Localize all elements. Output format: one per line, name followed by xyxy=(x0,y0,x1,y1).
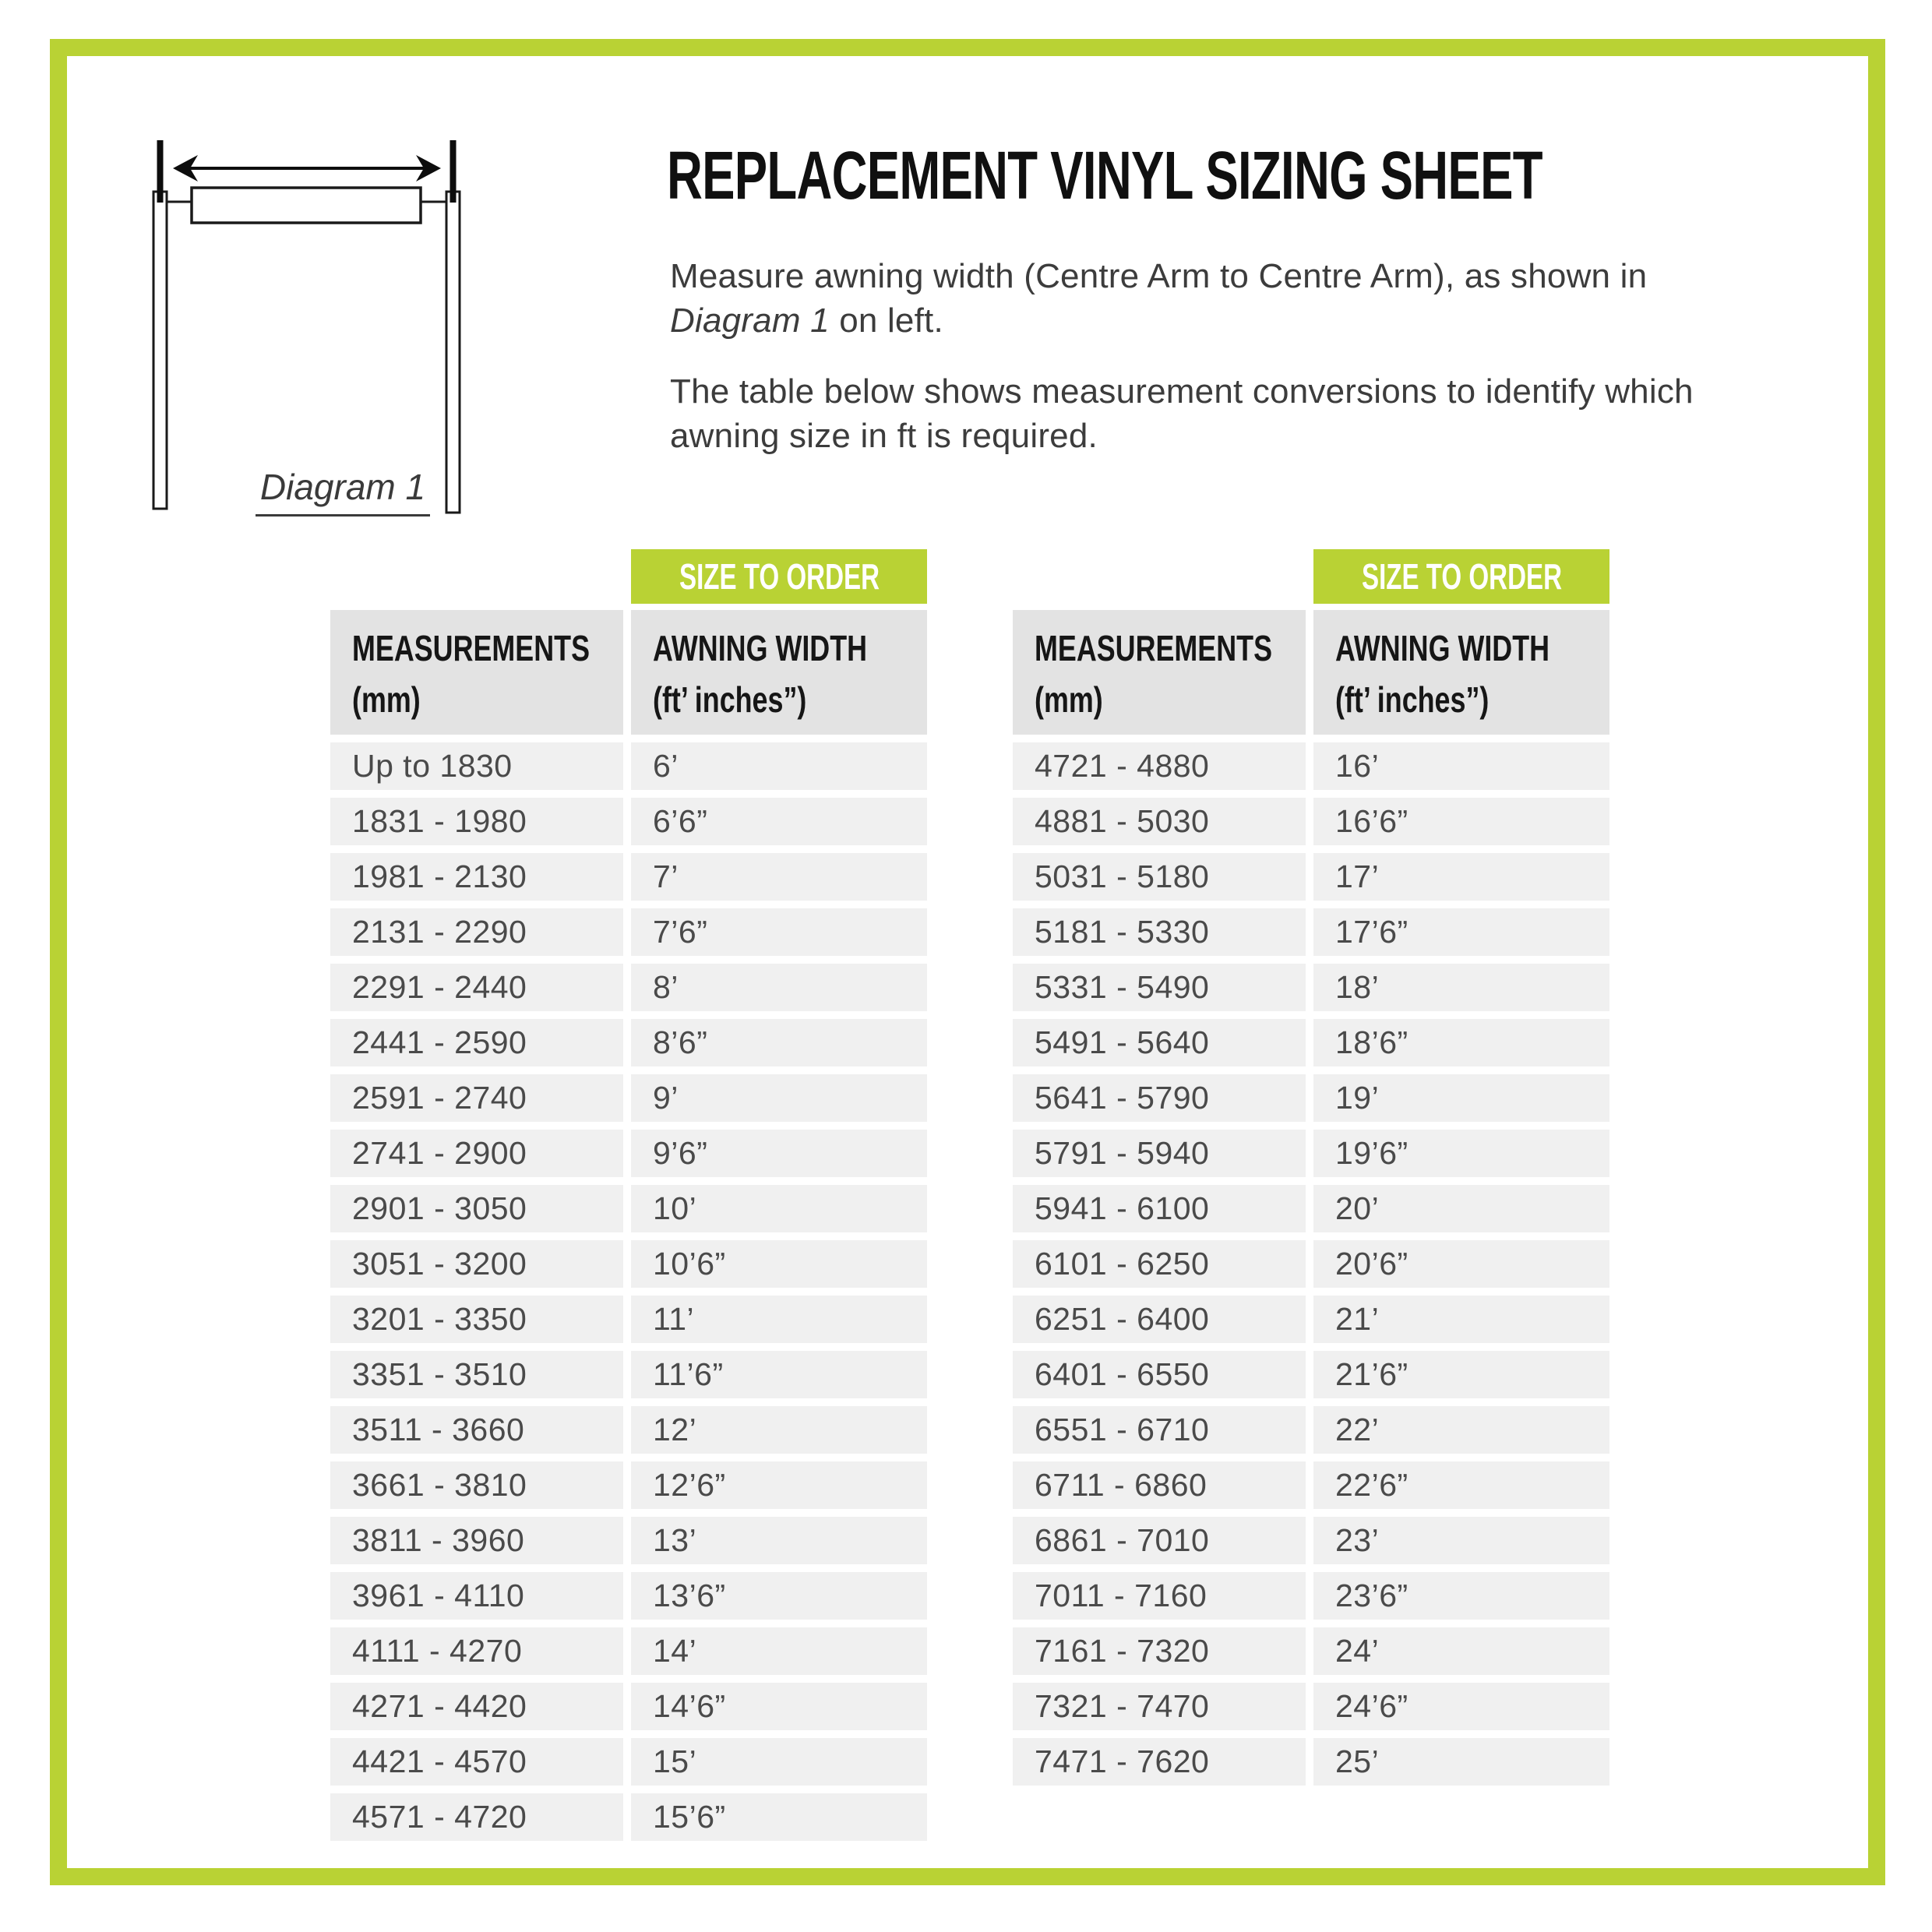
table-row xyxy=(1013,1019,1609,1066)
awning-width-cell: 25’ xyxy=(1313,1738,1609,1786)
measurement-mm-cell: 6401 - 6550 xyxy=(1013,1351,1306,1398)
awning-width-cell: 8’6” xyxy=(631,1019,927,1066)
measurement-mm-cell: 4721 - 4880 xyxy=(1013,742,1306,790)
table-row xyxy=(1013,853,1609,901)
awning-width-cell: 18’ xyxy=(1313,964,1609,1011)
measurement-mm-cell: 3201 - 3350 xyxy=(330,1296,623,1343)
awning-width-cell: 6’ xyxy=(631,742,927,790)
table-row xyxy=(330,1240,927,1288)
table-row xyxy=(330,1793,927,1841)
measurement-mm-cell: 5331 - 5490 xyxy=(1013,964,1306,1011)
measurement-mm-cell: 5491 - 5640 xyxy=(1013,1019,1306,1066)
table-row xyxy=(330,964,927,1011)
table-row xyxy=(330,1572,927,1620)
awning-width-cell: 8’ xyxy=(631,964,927,1011)
table-row xyxy=(1013,1406,1609,1454)
table-row xyxy=(330,1517,927,1564)
measurement-mm-cell: 2741 - 2900 xyxy=(330,1130,623,1177)
table-row xyxy=(1013,908,1609,956)
measurement-mm-cell: 5941 - 6100 xyxy=(1013,1185,1306,1232)
page-title: REPLACEMENT VINYL SIZING SHEET xyxy=(667,138,1542,213)
awning-width-cell: 12’ xyxy=(631,1406,927,1454)
table-body xyxy=(1013,742,1609,1786)
awning-width-column-header: AWNING WIDTH (ft’ inches”) xyxy=(1313,610,1609,735)
awning-width-cell: 21’ xyxy=(1313,1296,1609,1343)
table-row xyxy=(330,1074,927,1122)
size-to-order-banner: SIZE TO ORDER xyxy=(631,549,927,604)
table-row xyxy=(330,798,927,845)
measurement-mm-cell: 5791 - 5940 xyxy=(1013,1130,1306,1177)
measurement-mm-cell: 5031 - 5180 xyxy=(1013,853,1306,901)
table-row xyxy=(330,1351,927,1398)
measurement-mm-cell: 2441 - 2590 xyxy=(330,1019,623,1066)
conversion-table-left xyxy=(330,549,927,1841)
awning-width-cell: 21’6” xyxy=(1313,1351,1609,1398)
measurement-mm-cell: 4271 - 4420 xyxy=(330,1683,623,1730)
measurement-mm-cell: 1981 - 2130 xyxy=(330,853,623,901)
awning-width-cell: 17’6” xyxy=(1313,908,1609,956)
awning-width-cell: 7’ xyxy=(631,853,927,901)
awning-width-cell: 10’6” xyxy=(631,1240,927,1288)
measurement-mm-cell: 7321 - 7470 xyxy=(1013,1683,1306,1730)
measurement-mm-cell: 6551 - 6710 xyxy=(1013,1406,1306,1454)
measurement-mm-cell: 5181 - 5330 xyxy=(1013,908,1306,956)
measurement-mm-cell: 7011 - 7160 xyxy=(1013,1572,1306,1620)
table-row xyxy=(330,1130,927,1177)
measurements-column-header: MEASUREMENTS (mm) xyxy=(330,610,623,735)
measurement-mm-cell: 6251 - 6400 xyxy=(1013,1296,1306,1343)
intro-para2-line-2: awning size in ft is required. xyxy=(670,417,1098,455)
right-arm-post xyxy=(446,192,460,513)
table-row xyxy=(330,1683,927,1730)
table-row xyxy=(1013,1351,1609,1398)
awning-width-column-header: AWNING WIDTH (ft’ inches”) xyxy=(631,610,927,735)
measurement-mm-cell: 2131 - 2290 xyxy=(330,908,623,956)
measurement-mm-cell: 4111 - 4270 xyxy=(330,1627,623,1675)
measurement-mm-cell: 3051 - 3200 xyxy=(330,1240,623,1288)
awning-width-cell: 15’6” xyxy=(631,1793,927,1841)
measurements-column-header: MEASUREMENTS (mm) xyxy=(1013,610,1306,735)
measurement-mm-cell: 7471 - 7620 xyxy=(1013,1738,1306,1786)
table-row xyxy=(1013,1572,1609,1620)
left-arm-post xyxy=(153,192,167,509)
measurement-mm-cell: 5641 - 5790 xyxy=(1013,1074,1306,1122)
awning-width-cell: 11’6” xyxy=(631,1351,927,1398)
table-body xyxy=(330,742,927,1841)
measurement-mm-cell: Up to 1830 xyxy=(330,742,623,790)
awning-width-diagram xyxy=(117,131,491,520)
awning-width-cell: 18’6” xyxy=(1313,1019,1609,1066)
roller-tube xyxy=(192,188,421,223)
awning-width-cell: 6’6” xyxy=(631,798,927,845)
awning-width-cell: 22’6” xyxy=(1313,1461,1609,1509)
awning-width-cell: 19’6” xyxy=(1313,1130,1609,1177)
measurement-mm-cell: 4571 - 4720 xyxy=(330,1793,623,1841)
intro-line-2 xyxy=(670,298,1647,343)
awning-width-cell: 17’ xyxy=(1313,853,1609,901)
intro-paragraph-1 xyxy=(670,254,1647,343)
awning-width-cell: 12’6” xyxy=(631,1461,927,1509)
awning-width-cell: 13’ xyxy=(631,1517,927,1564)
table-row xyxy=(1013,1240,1609,1288)
table-row xyxy=(330,1296,927,1343)
measurement-mm-cell: 3811 - 3960 xyxy=(330,1517,623,1564)
table-row xyxy=(330,1019,927,1066)
table-row xyxy=(1013,1461,1609,1509)
table-row xyxy=(330,1461,927,1509)
table-row xyxy=(1013,1683,1609,1730)
measurement-mm-cell: 2901 - 3050 xyxy=(330,1185,623,1232)
awning-width-cell: 9’ xyxy=(631,1074,927,1122)
measurement-mm-cell: 3961 - 4110 xyxy=(330,1572,623,1620)
awning-width-cell: 11’ xyxy=(631,1296,927,1343)
table-header-row xyxy=(1013,610,1609,735)
awning-width-cell: 20’6” xyxy=(1313,1240,1609,1288)
measurement-mm-cell: 6861 - 7010 xyxy=(1013,1517,1306,1564)
table-header-row xyxy=(330,610,927,735)
awning-width-cell: 15’ xyxy=(631,1738,927,1786)
table-row xyxy=(330,1738,927,1786)
awning-width-cell: 13’6” xyxy=(631,1572,927,1620)
measurement-mm-cell: 4421 - 4570 xyxy=(330,1738,623,1786)
table-row xyxy=(330,1627,927,1675)
measurement-mm-cell: 4881 - 5030 xyxy=(1013,798,1306,845)
table-row xyxy=(1013,742,1609,790)
awning-width-cell: 23’6” xyxy=(1313,1572,1609,1620)
table-row xyxy=(1013,1130,1609,1177)
measurement-mm-cell: 7161 - 7320 xyxy=(1013,1627,1306,1675)
table-row xyxy=(330,853,927,901)
intro-paragraph-2 xyxy=(670,369,1694,458)
measurement-mm-cell: 6101 - 6250 xyxy=(1013,1240,1306,1288)
measurement-mm-cell: 2291 - 2440 xyxy=(330,964,623,1011)
table-row xyxy=(330,908,927,956)
table-row xyxy=(1013,964,1609,1011)
awning-width-cell: 20’ xyxy=(1313,1185,1609,1232)
table-row xyxy=(1013,1296,1609,1343)
awning-width-cell: 19’ xyxy=(1313,1074,1609,1122)
table-row xyxy=(1013,1517,1609,1564)
measurement-mm-cell: 6711 - 6860 xyxy=(1013,1461,1306,1509)
measurement-mm-cell: 3511 - 3660 xyxy=(330,1406,623,1454)
table-row xyxy=(330,742,927,790)
awning-width-cell: 24’ xyxy=(1313,1627,1609,1675)
awning-width-cell: 7’6” xyxy=(631,908,927,956)
table-row xyxy=(1013,1627,1609,1675)
measurement-mm-cell: 2591 - 2740 xyxy=(330,1074,623,1122)
awning-width-cell: 14’6” xyxy=(631,1683,927,1730)
diagram-reference: Diagram 1 xyxy=(670,301,830,340)
awning-width-cell: 10’ xyxy=(631,1185,927,1232)
measurement-mm-cell: 3661 - 3810 xyxy=(330,1461,623,1509)
awning-width-cell: 16’ xyxy=(1313,742,1609,790)
measurement-mm-cell: 1831 - 1980 xyxy=(330,798,623,845)
awning-width-cell: 24’6” xyxy=(1313,1683,1609,1730)
table-row xyxy=(1013,1074,1609,1122)
measurement-mm-cell: 3351 - 3510 xyxy=(330,1351,623,1398)
intro-line-1: Measure awning width (Centre Arm to Centre Arm), as shown in xyxy=(670,257,1648,295)
awning-width-cell: 14’ xyxy=(631,1627,927,1675)
awning-width-cell: 16’6” xyxy=(1313,798,1609,845)
table-row xyxy=(1013,1185,1609,1232)
awning-width-cell: 22’ xyxy=(1313,1406,1609,1454)
table-row xyxy=(1013,798,1609,845)
conversion-table-right xyxy=(1013,549,1609,1786)
intro-para2-line-1: The table below shows measurement conversions to identify which xyxy=(670,372,1694,411)
diagram-caption: Diagram 1 xyxy=(218,466,467,516)
awning-width-cell: 23’ xyxy=(1313,1517,1609,1564)
table-row xyxy=(1013,1738,1609,1786)
intro-line-2-rest: on left. xyxy=(829,301,943,340)
table-row xyxy=(330,1185,927,1232)
size-to-order-banner: SIZE TO ORDER xyxy=(1313,549,1609,604)
awning-width-cell: 9’6” xyxy=(631,1130,927,1177)
table-row xyxy=(330,1406,927,1454)
